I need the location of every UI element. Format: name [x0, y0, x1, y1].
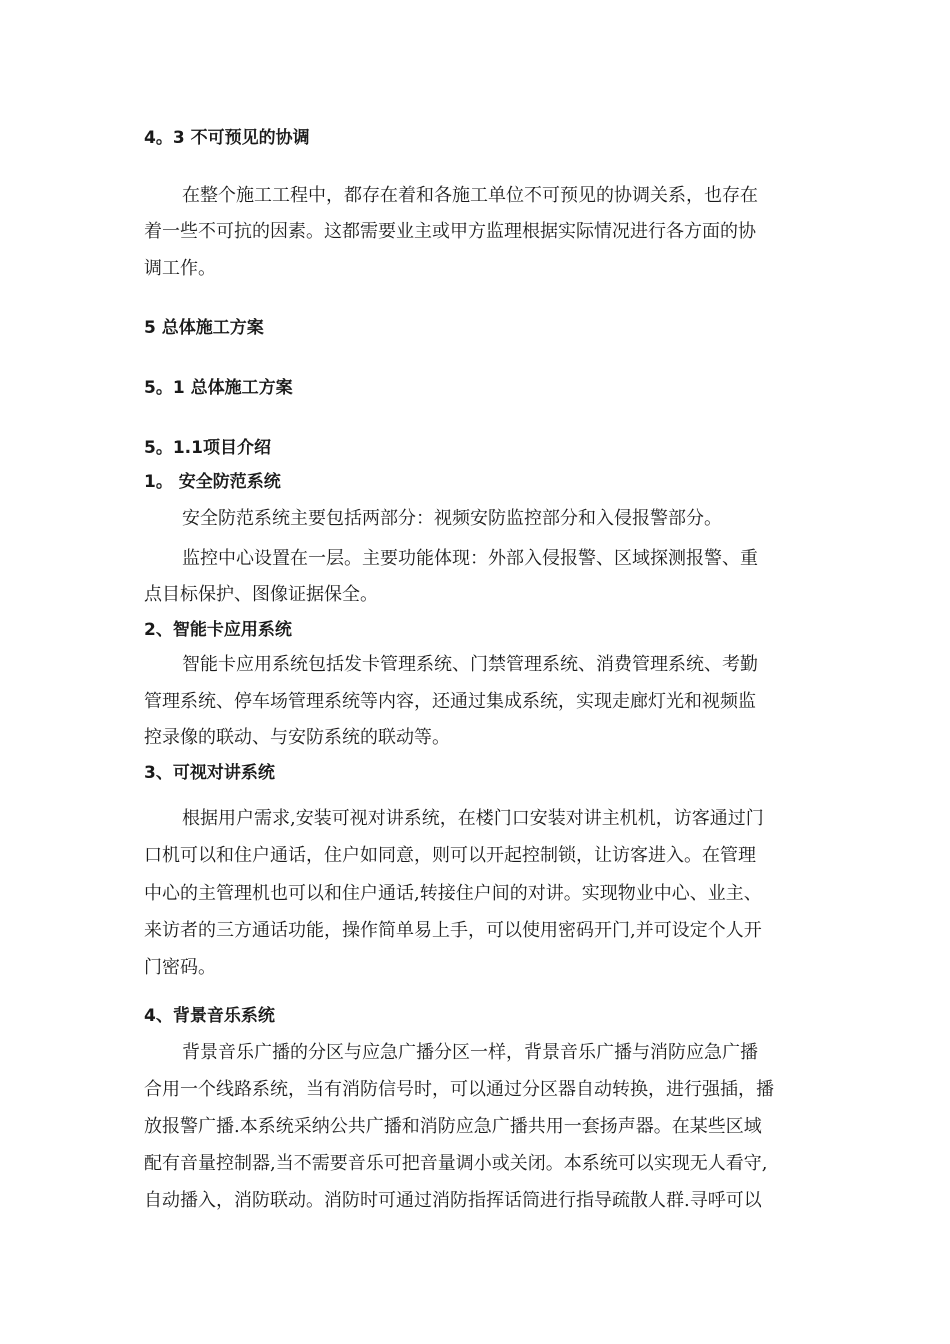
section-heading-5: 5 总体施工方案	[144, 318, 264, 338]
paragraph-line: 调工作。	[144, 258, 216, 279]
section-heading-5-1: 5。1 总体施工方案	[144, 378, 293, 398]
paragraph-line: 背景音乐广播的分区与应急广播分区一样，背景音乐广播与消防应急广播	[182, 1042, 758, 1063]
paragraph-line: 根据用户需求,安装可视对讲系统，在楼门口安装对讲主机机，访客通过门	[182, 808, 764, 829]
item-title-smartcard: 2、智能卡应用系统	[144, 620, 292, 640]
item-title-background-music: 4、背景音乐系统	[144, 1006, 275, 1026]
paragraph-line: 放报警广播.本系统采纳公共广播和消防应急广播共用一套扬声器。在某些区域	[144, 1116, 762, 1137]
paragraph-line: 自动播入，消防联动。消防时可通过消防指挥话筒进行指导疏散人群.寻呼可以	[144, 1190, 762, 1211]
section-heading-5-1-1: 5。1.1项目介绍	[144, 438, 271, 458]
paragraph-line: 口机可以和住户通话，住户如同意，则可以开起控制锁，让访客进入。在管理	[144, 845, 756, 866]
paragraph-line: 监控中心设置在一层。主要功能体现：外部入侵报警、区域探测报警、重	[182, 548, 758, 569]
paragraph-line: 智能卡应用系统包括发卡管理系统、门禁管理系统、消费管理系统、考勤	[182, 654, 758, 675]
item-title-security: 1。 安全防范系统	[144, 472, 281, 492]
paragraph-line: 配有音量控制器,当不需要音乐可把音量调小或关闭。本系统可以实现无人看守,	[144, 1153, 768, 1174]
paragraph-line: 在整个施工工程中，都存在着和各施工单位不可预见的协调关系，也存在	[182, 185, 758, 206]
item-title-intercom: 3、可视对讲系统	[144, 763, 275, 783]
paragraph-line: 中心的主管理机也可以和住户通话,转接住户间的对讲。实现物业中心、业主、	[144, 883, 762, 904]
paragraph-line: 门密码。	[144, 957, 216, 978]
paragraph-line: 控录像的联动、与安防系统的联动等。	[144, 727, 450, 748]
paragraph-line: 安全防范系统主要包括两部分：视频安防监控部分和入侵报警部分。	[182, 508, 722, 529]
paragraph-line: 管理系统、停车场管理系统等内容，还通过集成系统，实现走廊灯光和视频监	[144, 691, 756, 712]
section-heading-4-3: 4。3 不可预见的协调	[144, 128, 310, 148]
paragraph-line: 点目标保护、图像证据保全。	[144, 584, 378, 605]
paragraph-line: 合用一个线路系统，当有消防信号时，可以通过分区器自动转换，进行强插，播	[144, 1079, 774, 1100]
paragraph-line: 着一些不可抗的因素。这都需要业主或甲方监理根据实际情况进行各方面的协	[144, 221, 756, 242]
paragraph-line: 来访者的三方通话功能，操作简单易上手，可以使用密码开门,并可设定个人开	[144, 920, 762, 941]
